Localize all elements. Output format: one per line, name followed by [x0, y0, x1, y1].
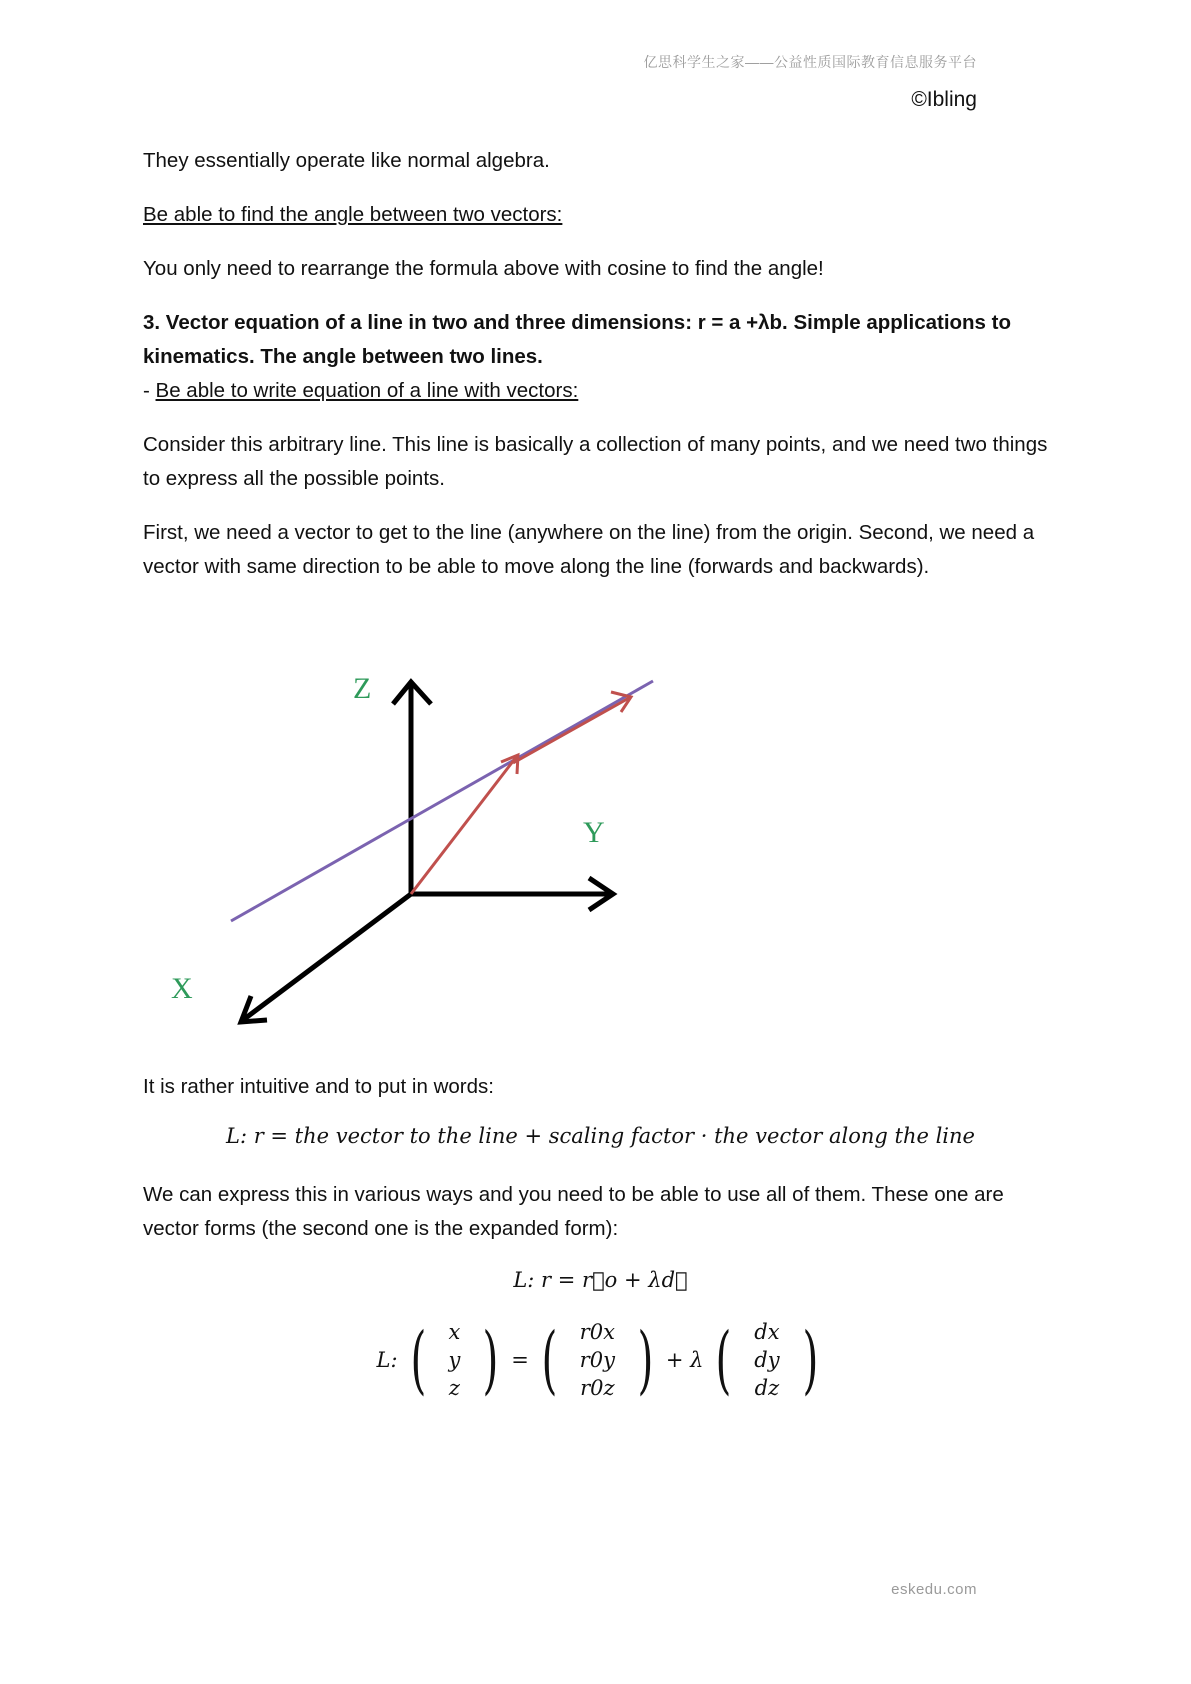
vector-entry-y: y: [448, 1348, 461, 1372]
copyright-label: ©Ibling: [911, 88, 977, 111]
y-axis-label: Y: [583, 816, 605, 849]
vector-entry-r0y: r0y: [579, 1348, 615, 1372]
equation-in-words: L: r = the vector to the line + scaling factor · the vector along the line: [226, 1124, 975, 1148]
vector-entry-r0z: r0z: [580, 1376, 615, 1400]
subheading-angle: Be able to find the angle between two vectors:: [143, 203, 563, 226]
vector-entry-dz: dz: [754, 1376, 780, 1400]
paragraph-various-ways: We can express this in various ways and you need to be able to use all of them. These one are vector forms (the second one is the expanded form):: [143, 1183, 1004, 1240]
position-vector: [411, 756, 517, 894]
paragraph-intuitive: It is rather intuitive and to put in words:: [143, 1075, 494, 1098]
paragraph-algebra: They essentially operate like normal algebra.: [143, 149, 550, 172]
subheading-line-equation-text: Be able to write equation of a line with vectors:: [155, 379, 579, 402]
z-axis-label: Z: [353, 672, 372, 705]
vector-entry-dx: dx: [754, 1320, 780, 1344]
vector-r0: [570, 1318, 625, 1402]
paren-close-2: ): [637, 1317, 654, 1403]
equation-vector-form: L: r = r⃗o + λd⃗: [513, 1268, 688, 1292]
expanded-lhs-label: L:: [376, 1348, 398, 1372]
equation-expanded-form: [143, 1318, 1058, 1402]
vector-entry-dy: dy: [754, 1348, 780, 1372]
x-axis-label: X: [171, 972, 193, 1005]
subheading-line-equation: [143, 374, 1058, 408]
subheading-dash: -: [143, 379, 156, 402]
paren-close-3: ): [802, 1317, 818, 1403]
expanded-equation-row: [377, 1318, 825, 1402]
paren-open-1: (: [410, 1317, 426, 1403]
footer-site: eskedu.com: [891, 1581, 977, 1598]
paragraph-two-vectors: First, we need a vector to get to the line (anywhere on the line) from the origin. Second, we need a vector with same direction to be able to move along the line (forwards and backwards).: [143, 521, 1035, 578]
paren-close-1: ): [482, 1317, 499, 1403]
direction-vector: [513, 698, 629, 763]
axes-diagram-svg: [143, 650, 703, 1050]
header-watermark: 亿思科学生之家——公益性质国际教育信息服务平台: [643, 54, 977, 70]
vector-d: [744, 1318, 789, 1402]
vector-line-figure: [143, 650, 703, 1050]
vector-entry-z: z: [448, 1376, 460, 1400]
paragraph-arbitrary-line: Consider this arbitrary line. This line is basically a collection of many points, and we need two things to express all the possible points.: [143, 433, 1048, 490]
paragraph-cosine: You only need to rearrange the formula above with cosine to find the angle!: [143, 257, 824, 280]
plus-lambda: + λ: [665, 1348, 704, 1372]
section-heading: 3. Vector equation of a line in two and three dimensions: r = a +λb. Simple applications to kinematics. The angle between two lines.: [143, 311, 1012, 368]
vector-entry-x: x: [448, 1320, 461, 1344]
equals-sign: =: [511, 1348, 529, 1372]
x-axis: [243, 894, 411, 1020]
vector-entry-r0x: r0x: [579, 1320, 615, 1344]
vector-xyz: [438, 1318, 470, 1402]
paren-open-2: (: [541, 1317, 558, 1403]
arbitrary-line: [231, 681, 653, 921]
paren-open-3: (: [715, 1317, 732, 1403]
